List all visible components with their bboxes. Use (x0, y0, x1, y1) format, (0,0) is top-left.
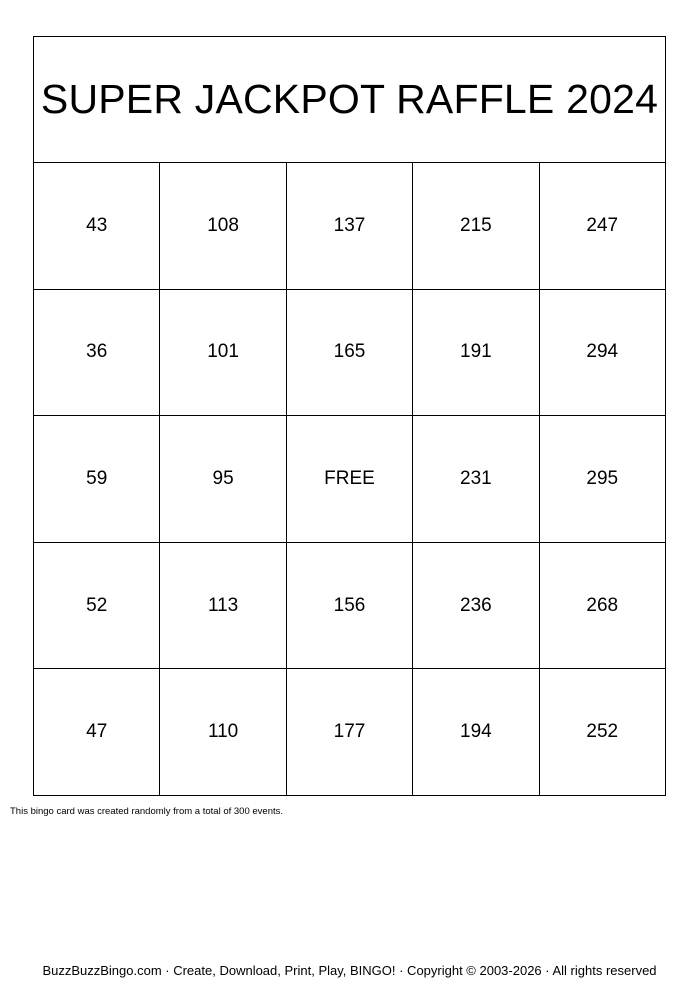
bingo-cell: 194 (413, 669, 539, 796)
bingo-cell: 231 (413, 416, 539, 543)
bingo-cell: 165 (287, 290, 413, 417)
bingo-cell: 252 (540, 669, 666, 796)
bingo-cell: 47 (34, 669, 160, 796)
card-generation-note: This bingo card was created randomly from a total of 300 events. (10, 806, 283, 817)
bingo-cell: 215 (413, 163, 539, 290)
bingo-cell: 236 (413, 543, 539, 670)
card-title: SUPER JACKPOT RAFFLE 2024 (34, 37, 666, 163)
bingo-cell: 43 (34, 163, 160, 290)
bingo-grid (34, 163, 666, 796)
bingo-cell: 191 (413, 290, 539, 417)
bingo-cell: 294 (540, 290, 666, 417)
bingo-cell: 177 (287, 669, 413, 796)
bingo-cell: 137 (287, 163, 413, 290)
page-footer: BuzzBuzzBingo.com · Create, Download, Print, Play, BINGO! · Copyright © 2003-2026 · All rights reserved (42, 963, 657, 978)
bingo-cell: 247 (540, 163, 666, 290)
bingo-cell: 156 (287, 543, 413, 670)
bingo-cell: 268 (540, 543, 666, 670)
free-space-cell: FREE (287, 416, 413, 543)
bingo-cell: 108 (160, 163, 286, 290)
bingo-cell: 52 (34, 543, 160, 670)
bingo-cell: 101 (160, 290, 286, 417)
bingo-cell: 110 (160, 669, 286, 796)
bingo-cell: 295 (540, 416, 666, 543)
bingo-cell: 95 (160, 416, 286, 543)
bingo-card (33, 36, 666, 796)
bingo-cell: 113 (160, 543, 286, 670)
bingo-cell: 36 (34, 290, 160, 417)
bingo-cell: 59 (34, 416, 160, 543)
